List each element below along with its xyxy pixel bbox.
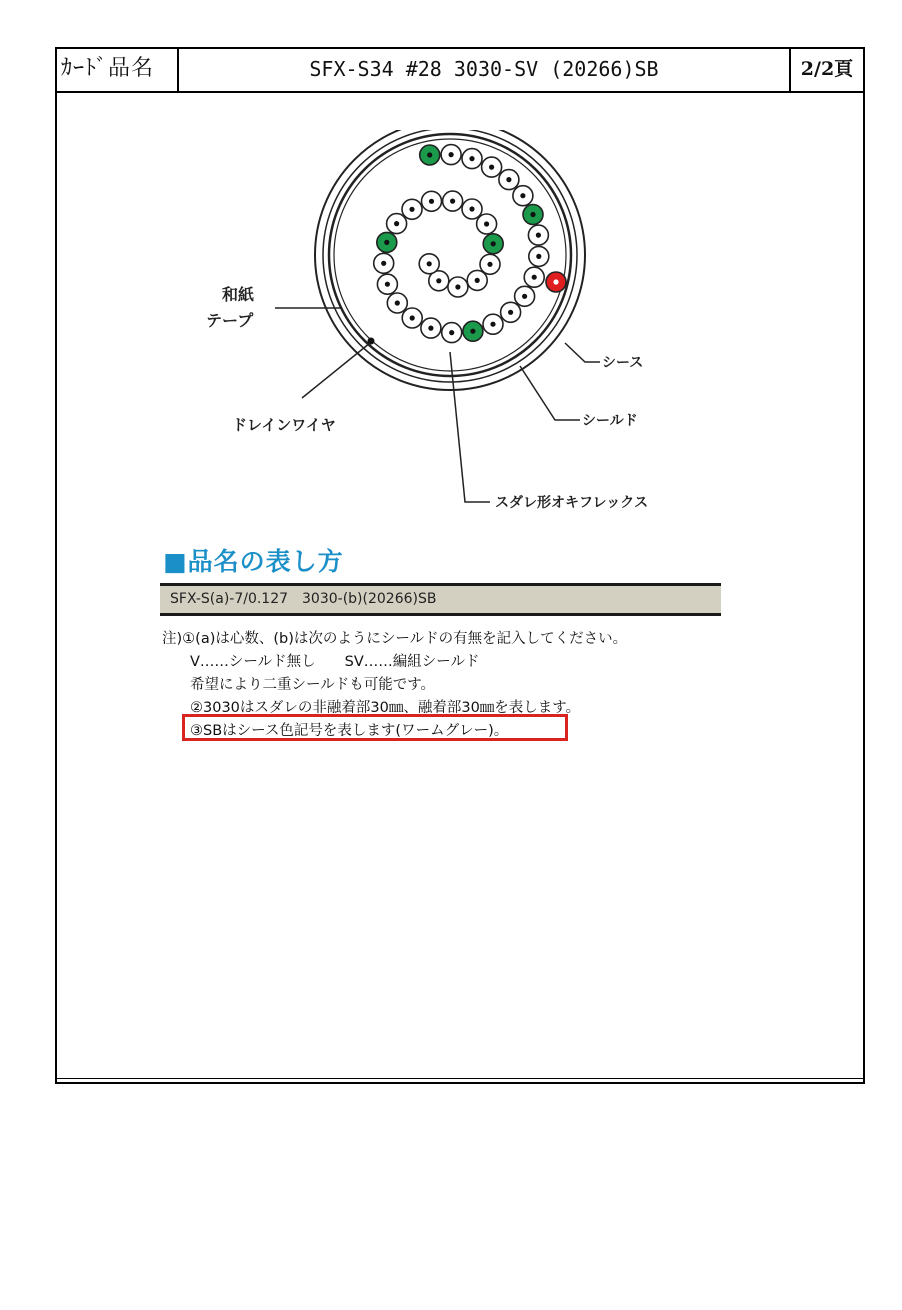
core-conductor <box>530 212 535 217</box>
core-conductor <box>428 326 433 331</box>
core-conductor <box>427 152 432 157</box>
highlight-box <box>182 714 568 741</box>
core-conductor <box>436 278 441 283</box>
note-line-2: V……シールド無し SV……編組シールド <box>190 654 480 670</box>
red-core-conductor <box>553 279 558 284</box>
core-conductor <box>385 282 390 287</box>
header-row <box>55 47 865 93</box>
core-conductor <box>427 261 432 266</box>
core-conductor <box>532 275 537 280</box>
core-conductor <box>381 261 386 266</box>
core-conductor <box>487 262 492 267</box>
core-conductor <box>409 207 414 212</box>
note-line-4: ②3030はスダレの非融着部30㎜、融着部30㎜を表します。 <box>190 700 581 716</box>
product-name: SFX-S34 #28 3030-SV (20266)SB <box>309 57 659 81</box>
format-bar: SFX-S(a)-7/0.127 3030-(b)(20266)SB <box>160 583 721 616</box>
core-conductor <box>410 315 415 320</box>
core-conductor <box>484 221 489 226</box>
label-washi-1: 和紙 <box>222 285 255 304</box>
label-flex: スダレ形オキフレックス <box>495 495 649 511</box>
core-conductor <box>508 310 513 315</box>
core-conductor <box>536 254 541 259</box>
card-name-label: ｶｰﾄﾞ品名 <box>55 47 179 91</box>
section-title: ■品名の表し方 <box>163 547 344 576</box>
label-washi-2: テープ <box>206 311 254 330</box>
core-conductor <box>384 240 389 245</box>
core-conductor <box>489 165 494 170</box>
core-conductor <box>449 330 454 335</box>
note-line-5: ③SBはシース色記号を表します(ワームグレー)。 <box>190 723 509 739</box>
core-conductor <box>522 294 527 299</box>
label-shield: シールド <box>582 413 638 429</box>
core-conductor <box>455 284 460 289</box>
core-conductor <box>475 278 480 283</box>
core-conductor <box>469 156 474 161</box>
core-conductor <box>429 199 434 204</box>
core-conductor <box>469 206 474 211</box>
frame-bottom-line <box>55 1078 865 1079</box>
core-conductor <box>491 241 496 246</box>
label-sheath: シース <box>602 355 644 371</box>
conductor-cores <box>374 145 566 343</box>
cable-cross-section-diagram <box>180 130 740 530</box>
core-conductor <box>449 152 454 157</box>
note-line-1: 注)①(a)は心数、(b)は次のようにシールドの有無を記入してください。 <box>162 631 628 647</box>
core-conductor <box>450 199 455 204</box>
core-conductor <box>470 329 475 334</box>
core-conductor <box>506 177 511 182</box>
label-drain-wire: ドレインワイヤ <box>232 416 336 434</box>
note-line-3: 希望により二重シールドも可能です。 <box>190 677 436 693</box>
core-conductor <box>490 322 495 327</box>
core-conductor <box>520 193 525 198</box>
core-conductor <box>536 233 541 238</box>
core-conductor <box>394 221 399 226</box>
page-number: 2/2頁 <box>789 47 863 91</box>
core-conductor <box>395 300 400 305</box>
